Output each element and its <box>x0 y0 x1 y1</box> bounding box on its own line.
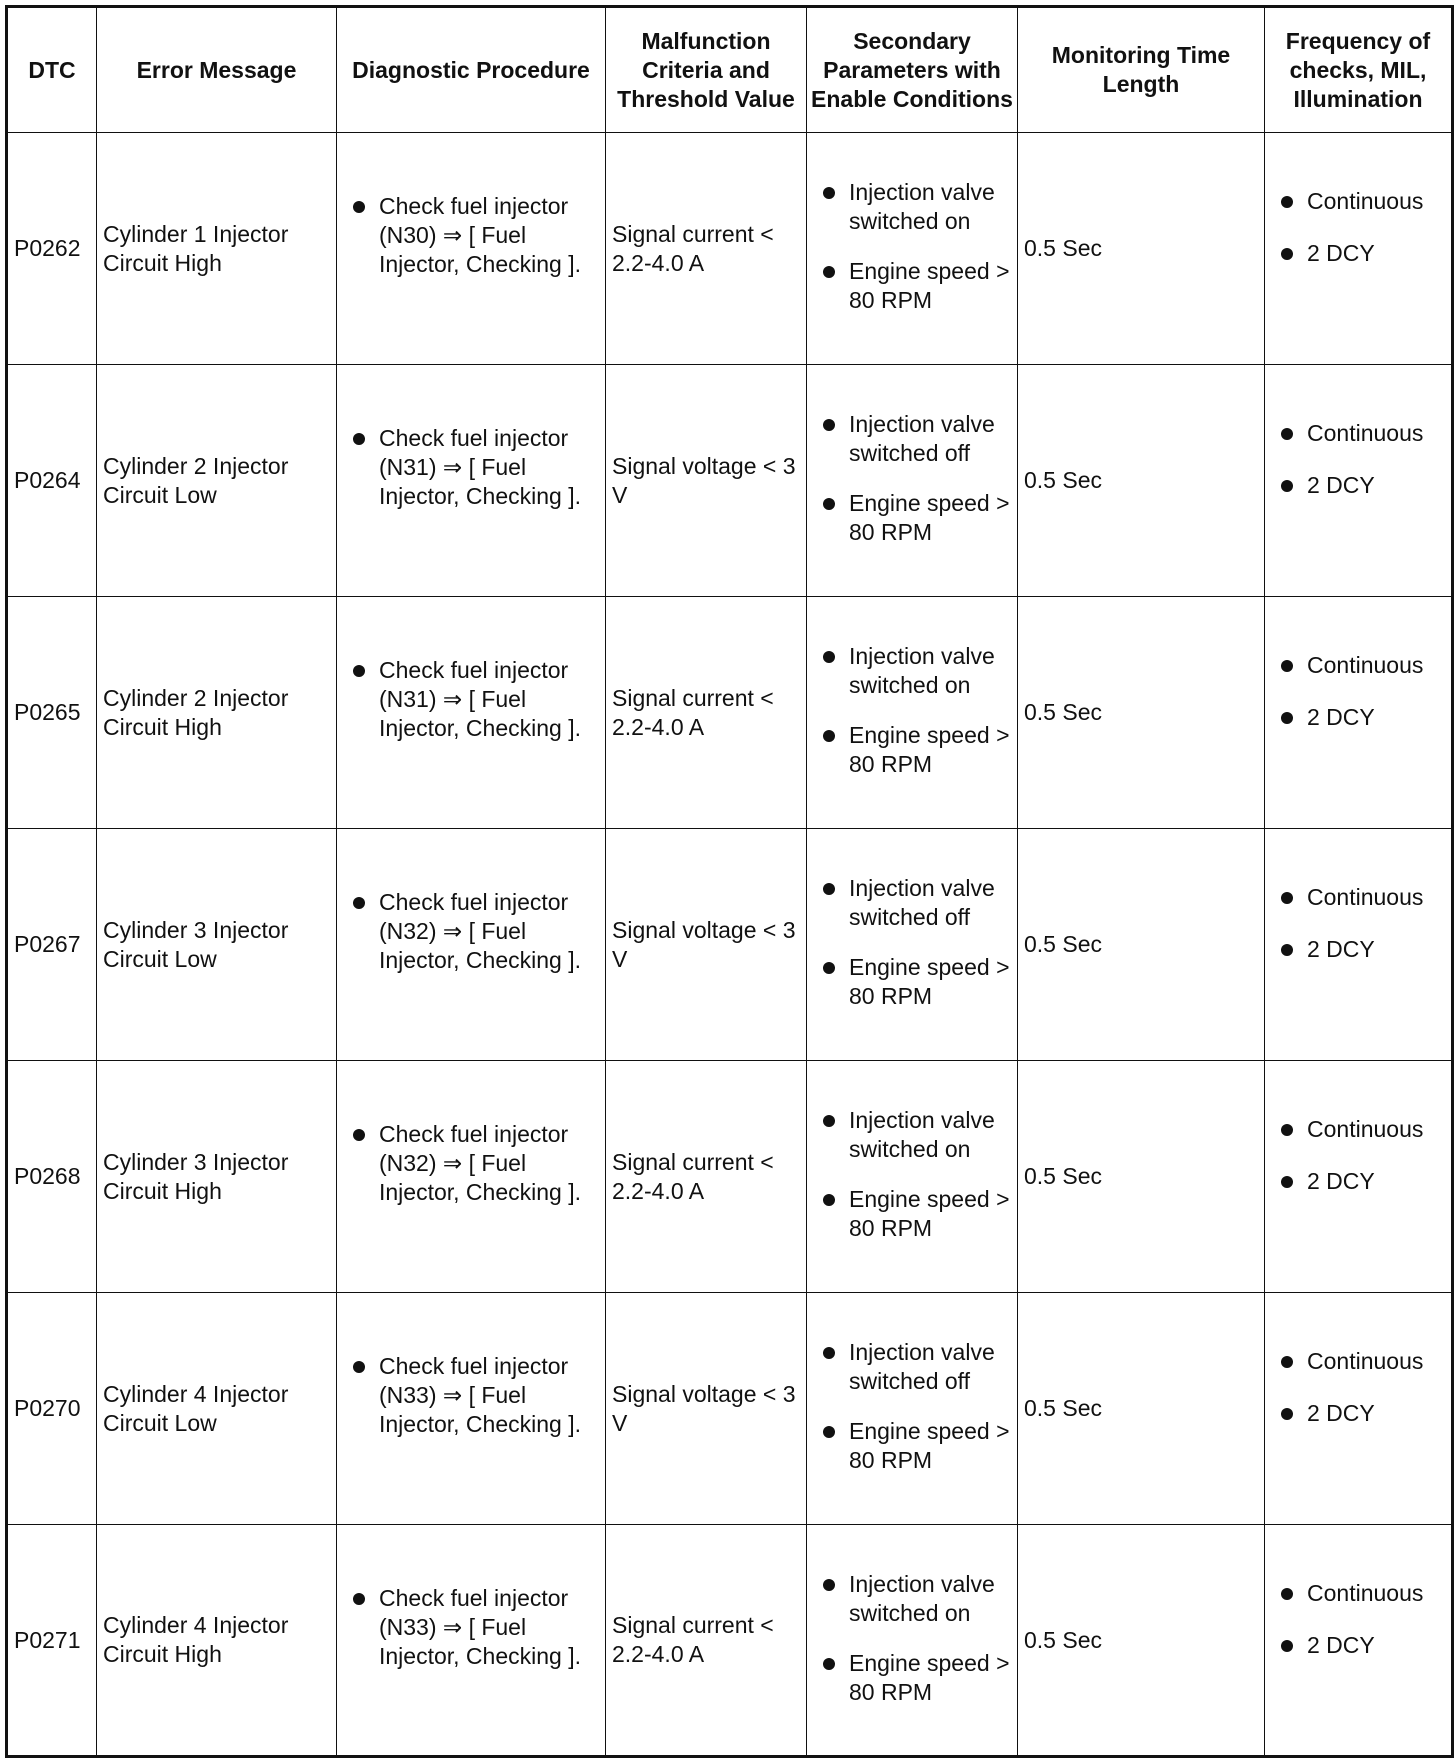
diagnostic-procedure-cell <box>337 1293 606 1525</box>
malfunction-criteria: Signal current < 2.2-4.0 A <box>606 1525 807 1757</box>
procedure-list <box>343 888 599 975</box>
malfunction-criteria: Signal voltage < 3 V <box>606 365 807 597</box>
monitoring-time: 0.5 Sec <box>1018 597 1265 829</box>
dtc-code: P0268 <box>7 1061 97 1293</box>
secondary-parameters-cell <box>807 597 1018 829</box>
procedure-step: Check fuel injector (N32) ⇒ [ Fuel Injector, Checking ]. <box>343 888 599 975</box>
error-message: Cylinder 4 Injector Circuit High <box>97 1525 337 1757</box>
frequency-cell <box>1265 1061 1453 1293</box>
frequency-item: Continuous <box>1271 651 1445 680</box>
procedure-list <box>343 1120 599 1207</box>
diagnostic-procedure-cell <box>337 1525 606 1757</box>
secondary-parameters-cell <box>807 133 1018 365</box>
frequency-item: Continuous <box>1271 1115 1445 1144</box>
frequency-list <box>1271 187 1445 268</box>
monitoring-time: 0.5 Sec <box>1018 1525 1265 1757</box>
secondary-parameter: Engine speed > 80 RPM <box>813 1649 1011 1707</box>
procedure-list <box>343 1584 599 1671</box>
error-message: Cylinder 1 Injector Circuit High <box>97 133 337 365</box>
frequency-item: Continuous <box>1271 187 1445 216</box>
monitoring-time: 0.5 Sec <box>1018 133 1265 365</box>
secondary-parameters-list <box>813 178 1011 315</box>
monitoring-time: 0.5 Sec <box>1018 1061 1265 1293</box>
header-diagnostic-procedure: Diagnostic Procedure <box>337 7 606 133</box>
frequency-cell <box>1265 133 1453 365</box>
frequency-item: Continuous <box>1271 883 1445 912</box>
frequency-cell <box>1265 1293 1453 1525</box>
table-row <box>7 829 1453 1061</box>
frequency-item: 2 DCY <box>1271 935 1445 964</box>
frequency-cell <box>1265 829 1453 1061</box>
error-message: Cylinder 4 Injector Circuit Low <box>97 1293 337 1525</box>
frequency-list <box>1271 883 1445 964</box>
secondary-parameters-list <box>813 642 1011 779</box>
header-dtc: DTC <box>7 7 97 133</box>
procedure-step: Check fuel injector (N31) ⇒ [ Fuel Injector, Checking ]. <box>343 424 599 511</box>
procedure-list <box>343 192 599 279</box>
table-row <box>7 597 1453 829</box>
secondary-parameter: Engine speed > 80 RPM <box>813 1185 1011 1243</box>
frequency-item: Continuous <box>1271 1347 1445 1376</box>
frequency-list <box>1271 1347 1445 1428</box>
frequency-item: 2 DCY <box>1271 1399 1445 1428</box>
table-row <box>7 1061 1453 1293</box>
frequency-item: 2 DCY <box>1271 239 1445 268</box>
table-row <box>7 1293 1453 1525</box>
header-secondary-parameters: Secondary Parameters with Enable Conditions <box>807 7 1018 133</box>
dtc-code: P0271 <box>7 1525 97 1757</box>
secondary-parameter: Injection valve switched off <box>813 874 1011 932</box>
secondary-parameter: Injection valve switched on <box>813 642 1011 700</box>
procedure-step: Check fuel injector (N33) ⇒ [ Fuel Injector, Checking ]. <box>343 1352 599 1439</box>
secondary-parameters-list <box>813 1106 1011 1243</box>
procedure-list <box>343 1352 599 1439</box>
secondary-parameters-list <box>813 1338 1011 1475</box>
header-monitoring-time: Monitoring Time Length <box>1018 7 1265 133</box>
secondary-parameters-list <box>813 410 1011 547</box>
error-message: Cylinder 3 Injector Circuit Low <box>97 829 337 1061</box>
secondary-parameter: Injection valve switched on <box>813 178 1011 236</box>
frequency-item: 2 DCY <box>1271 471 1445 500</box>
procedure-step: Check fuel injector (N30) ⇒ [ Fuel Injector, Checking ]. <box>343 192 599 279</box>
diagnostic-procedure-cell <box>337 829 606 1061</box>
procedure-step: Check fuel injector (N31) ⇒ [ Fuel Injector, Checking ]. <box>343 656 599 743</box>
secondary-parameter: Engine speed > 80 RPM <box>813 721 1011 779</box>
diagnostic-procedure-cell <box>337 133 606 365</box>
diagnostic-procedure-cell <box>337 1061 606 1293</box>
procedure-step: Check fuel injector (N33) ⇒ [ Fuel Injector, Checking ]. <box>343 1584 599 1671</box>
malfunction-criteria: Signal voltage < 3 V <box>606 829 807 1061</box>
frequency-list <box>1271 1579 1445 1660</box>
frequency-list <box>1271 651 1445 732</box>
dtc-code: P0265 <box>7 597 97 829</box>
procedure-list <box>343 424 599 511</box>
dtc-code: P0267 <box>7 829 97 1061</box>
secondary-parameter: Injection valve switched on <box>813 1570 1011 1628</box>
dtc-code: P0270 <box>7 1293 97 1525</box>
secondary-parameters-list <box>813 874 1011 1011</box>
error-message: Cylinder 3 Injector Circuit High <box>97 1061 337 1293</box>
table-row <box>7 365 1453 597</box>
monitoring-time: 0.5 Sec <box>1018 829 1265 1061</box>
malfunction-criteria: Signal current < 2.2-4.0 A <box>606 133 807 365</box>
procedure-step: Check fuel injector (N32) ⇒ [ Fuel Injector, Checking ]. <box>343 1120 599 1207</box>
error-message: Cylinder 2 Injector Circuit High <box>97 597 337 829</box>
frequency-cell <box>1265 597 1453 829</box>
frequency-item: 2 DCY <box>1271 1167 1445 1196</box>
secondary-parameter: Engine speed > 80 RPM <box>813 257 1011 315</box>
monitoring-time: 0.5 Sec <box>1018 365 1265 597</box>
secondary-parameters-cell <box>807 1293 1018 1525</box>
secondary-parameter: Injection valve switched on <box>813 1106 1011 1164</box>
frequency-cell <box>1265 365 1453 597</box>
header-row <box>7 7 1453 133</box>
secondary-parameter: Engine speed > 80 RPM <box>813 489 1011 547</box>
diagnostic-procedure-cell <box>337 365 606 597</box>
frequency-item: Continuous <box>1271 419 1445 448</box>
frequency-cell <box>1265 1525 1453 1757</box>
table-body <box>7 133 1453 1757</box>
frequency-list <box>1271 419 1445 500</box>
dtc-code: P0262 <box>7 133 97 365</box>
secondary-parameter: Injection valve switched off <box>813 410 1011 468</box>
secondary-parameters-cell <box>807 365 1018 597</box>
header-error-message: Error Message <box>97 7 337 133</box>
frequency-item: 2 DCY <box>1271 1631 1445 1660</box>
diagnostic-procedure-cell <box>337 597 606 829</box>
procedure-list <box>343 656 599 743</box>
secondary-parameter: Engine speed > 80 RPM <box>813 1417 1011 1475</box>
secondary-parameters-cell <box>807 829 1018 1061</box>
frequency-list <box>1271 1115 1445 1196</box>
header-malfunction-criteria: Malfunction Criteria and Threshold Value <box>606 7 807 133</box>
dtc-code: P0264 <box>7 365 97 597</box>
secondary-parameters-list <box>813 1570 1011 1707</box>
malfunction-criteria: Signal current < 2.2-4.0 A <box>606 1061 807 1293</box>
table-row <box>7 1525 1453 1757</box>
secondary-parameters-cell <box>807 1061 1018 1293</box>
secondary-parameter: Injection valve switched off <box>813 1338 1011 1396</box>
table-row <box>7 133 1453 365</box>
dtc-table <box>5 5 1454 1758</box>
secondary-parameters-cell <box>807 1525 1018 1757</box>
malfunction-criteria: Signal current < 2.2-4.0 A <box>606 597 807 829</box>
header-frequency: Frequency of checks, MIL, Illumination <box>1265 7 1453 133</box>
frequency-item: Continuous <box>1271 1579 1445 1608</box>
secondary-parameter: Engine speed > 80 RPM <box>813 953 1011 1011</box>
error-message: Cylinder 2 Injector Circuit Low <box>97 365 337 597</box>
monitoring-time: 0.5 Sec <box>1018 1293 1265 1525</box>
malfunction-criteria: Signal voltage < 3 V <box>606 1293 807 1525</box>
frequency-item: 2 DCY <box>1271 703 1445 732</box>
